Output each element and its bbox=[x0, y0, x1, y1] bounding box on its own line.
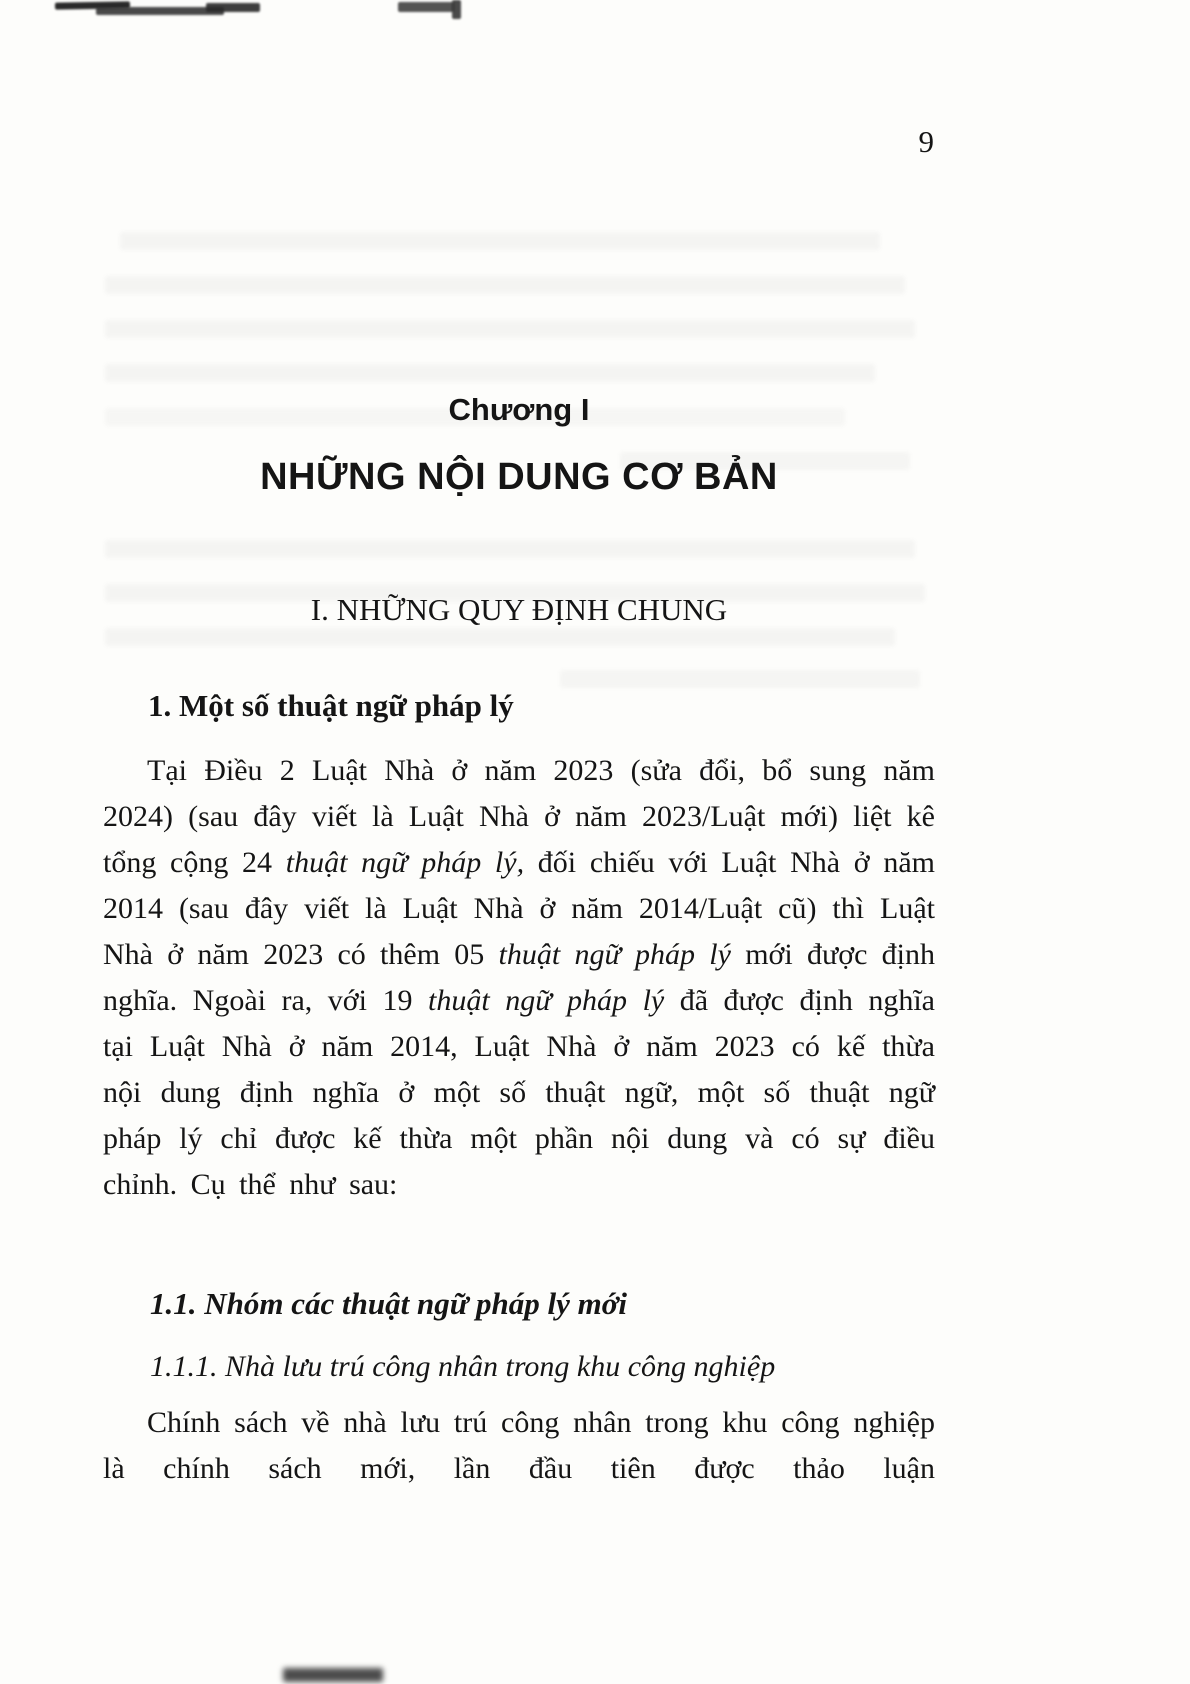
text-run-italic: thuật ngữ pháp lý, bbox=[285, 846, 525, 879]
section-heading: I. NHỮNG QUY ĐỊNH CHUNG bbox=[310, 592, 728, 627]
text-run-italic: thuật ngữ pháp lý bbox=[428, 984, 665, 1017]
subsection-1-heading: 1. Một số thuật ngữ pháp lý bbox=[148, 688, 514, 723]
subsection-1-1-heading: 1.1. Nhóm các thuật ngữ pháp lý mới bbox=[150, 1286, 628, 1321]
page-number: 9 bbox=[918, 124, 935, 159]
subsection-1-paragraph bbox=[103, 748, 935, 1208]
text-run: đối chiếu với Luật Nhà ở năm 2014 (sau đây viết là Luật Nhà ở năm 2014/Luật cũ) thì Luật Nhà ở năm 2023 có thêm 05 bbox=[103, 846, 936, 971]
text-run: mới được định nghĩa. Ngoài ra, với 19 bbox=[103, 938, 936, 1017]
subsection-1-1-1-paragraph: Chính sách về nhà lưu trú công nhân trong khu công nghiệp là chính sách mới, lần đầu tiên được thảo luận bbox=[103, 1406, 935, 1485]
text-run: đã được định nghĩa tại Luật Nhà ở năm 2014, Luật Nhà ở năm 2023 có kế thừa nội dung định nghĩa ở một số thuật ngữ, một số thuật ngữ pháp lý chỉ được kế thừa một phần nội dung và có sự điều chỉnh. Cụ thể như sau: bbox=[103, 984, 935, 1201]
chapter-title: NHỮNG NỘI DUNG CƠ BẢN bbox=[260, 456, 778, 498]
subsection-1-1-1-heading: 1.1.1. Nhà lưu trú công nhân trong khu công nghiệp bbox=[150, 1350, 776, 1383]
chapter-kicker: Chương I bbox=[448, 392, 590, 427]
text-run-italic: thuật ngữ pháp lý bbox=[498, 938, 731, 971]
text-run: Tại Điều 2 Luật Nhà ở năm 2023 (sửa đổi, bổ sung năm 2024) (sau đây viết là Luật Nhà ở năm 2023/Luật mới) liệt kê tổng cộng 24 bbox=[103, 754, 935, 879]
